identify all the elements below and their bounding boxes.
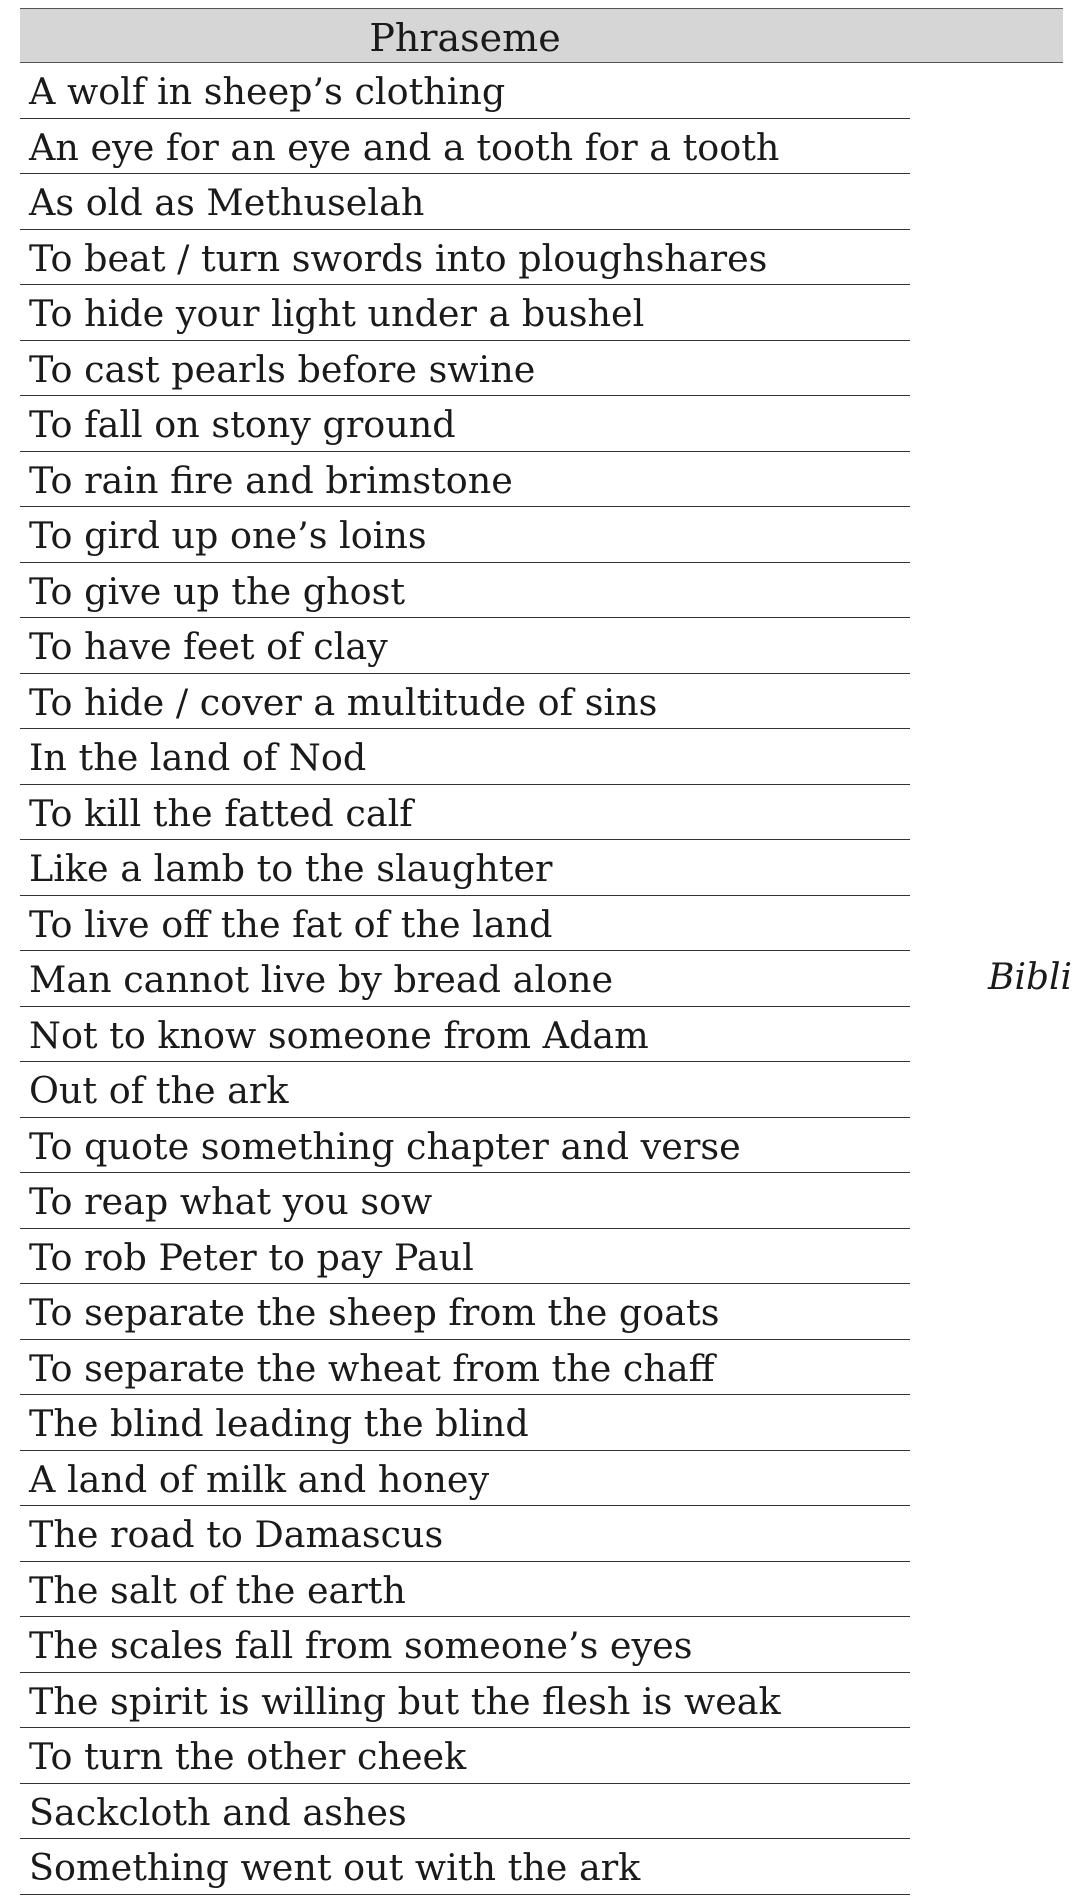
table-row xyxy=(20,174,910,230)
phraseme-cell: The road to Damascus xyxy=(29,1513,444,1556)
table-row xyxy=(20,507,910,563)
table-row xyxy=(20,840,910,896)
table-row xyxy=(20,1229,910,1285)
table-row xyxy=(20,1506,910,1562)
phraseme-cell: A wolf in sheep’s clothing xyxy=(29,70,506,113)
table-row xyxy=(20,1340,910,1396)
table-row xyxy=(20,396,910,452)
table-row xyxy=(20,1007,910,1063)
phraseme-cell: Man cannot live by bread alone xyxy=(29,958,614,1001)
table-row xyxy=(20,1062,910,1118)
table-row xyxy=(20,1784,910,1840)
phraseme-cell: Like a lamb to the slaughter xyxy=(29,847,553,890)
table-row xyxy=(20,1673,910,1729)
phraseme-cell: To kill the fatted calf xyxy=(29,791,413,835)
table-row xyxy=(20,285,910,341)
table-row xyxy=(20,1173,910,1229)
phraseme-cell: Something went out with the ark xyxy=(29,1846,641,1889)
table-row xyxy=(20,1617,910,1673)
table-row xyxy=(20,63,910,119)
category-label: Bibli xyxy=(988,957,1072,998)
phraseme-cell: Out of the ark xyxy=(29,1069,289,1112)
phraseme-cell: Sackcloth and ashes xyxy=(29,1790,407,1834)
phraseme-cell: To turn the other cheek xyxy=(29,1735,467,1778)
table-row xyxy=(20,119,910,175)
table-row xyxy=(20,951,910,1007)
table-row xyxy=(20,729,910,785)
table-row xyxy=(20,674,910,730)
table-row xyxy=(20,618,910,674)
phraseme-cell: An eye for an eye and a tooth for a tooth xyxy=(29,125,780,169)
table-row xyxy=(20,896,910,952)
table-row xyxy=(20,452,910,508)
table-row xyxy=(20,1395,910,1451)
phraseme-cell: Not to know someone from Adam xyxy=(29,1013,649,1057)
phraseme-cell: To live off the fat of the land xyxy=(29,902,553,946)
table-row xyxy=(20,230,910,286)
phraseme-cell: To rob Peter to pay Paul xyxy=(29,1235,474,1279)
table-body xyxy=(20,63,1063,1895)
phraseme-cell: To separate the sheep from the goats xyxy=(29,1291,720,1334)
phraseme-cell: The blind leading the blind xyxy=(29,1402,529,1445)
table-row xyxy=(20,1728,910,1784)
phraseme-table xyxy=(20,8,1063,1895)
phraseme-cell: To reap what you sow xyxy=(29,1180,433,1223)
table-row xyxy=(20,785,910,841)
table-row xyxy=(20,1562,910,1618)
phraseme-cell: To cast pearls before swine xyxy=(29,347,536,391)
phraseme-cell: A land of milk and honey xyxy=(29,1457,490,1501)
table-row xyxy=(20,1451,910,1507)
phraseme-cell: To hide your light under a bushel xyxy=(29,292,645,335)
column-header-phraseme: Phraseme xyxy=(369,15,561,60)
phraseme-cell: To fall on stony ground xyxy=(29,403,456,446)
phraseme-cell: To have feet of clay xyxy=(29,625,388,668)
phraseme-cell: As old as Methuselah xyxy=(29,181,425,224)
phraseme-cell: The scales fall from someone’s eyes xyxy=(29,1624,693,1667)
phraseme-cell: To gird up one’s loins xyxy=(29,514,427,557)
table-row xyxy=(20,1118,910,1174)
phraseme-cell: The spirit is willing but the flesh is weak xyxy=(29,1679,781,1723)
phraseme-cell: To separate the wheat from the chaff xyxy=(29,1346,715,1390)
table-row xyxy=(20,1839,910,1895)
phraseme-cell: To rain fire and brimstone xyxy=(29,458,513,502)
phraseme-cell: To give up the ghost xyxy=(29,569,406,613)
table-row xyxy=(20,341,910,397)
phraseme-cell: To quote something chapter and verse xyxy=(29,1124,741,1168)
table-header-row xyxy=(20,8,1063,63)
phraseme-cell: To beat / turn swords into ploughshares xyxy=(29,236,768,280)
phraseme-cell: The salt of the earth xyxy=(29,1568,406,1612)
phraseme-cell: To hide / cover a multitude of sins xyxy=(29,680,658,724)
phraseme-cell: In the land of Nod xyxy=(29,736,367,779)
table-row xyxy=(20,563,910,619)
table-row xyxy=(20,1284,910,1340)
